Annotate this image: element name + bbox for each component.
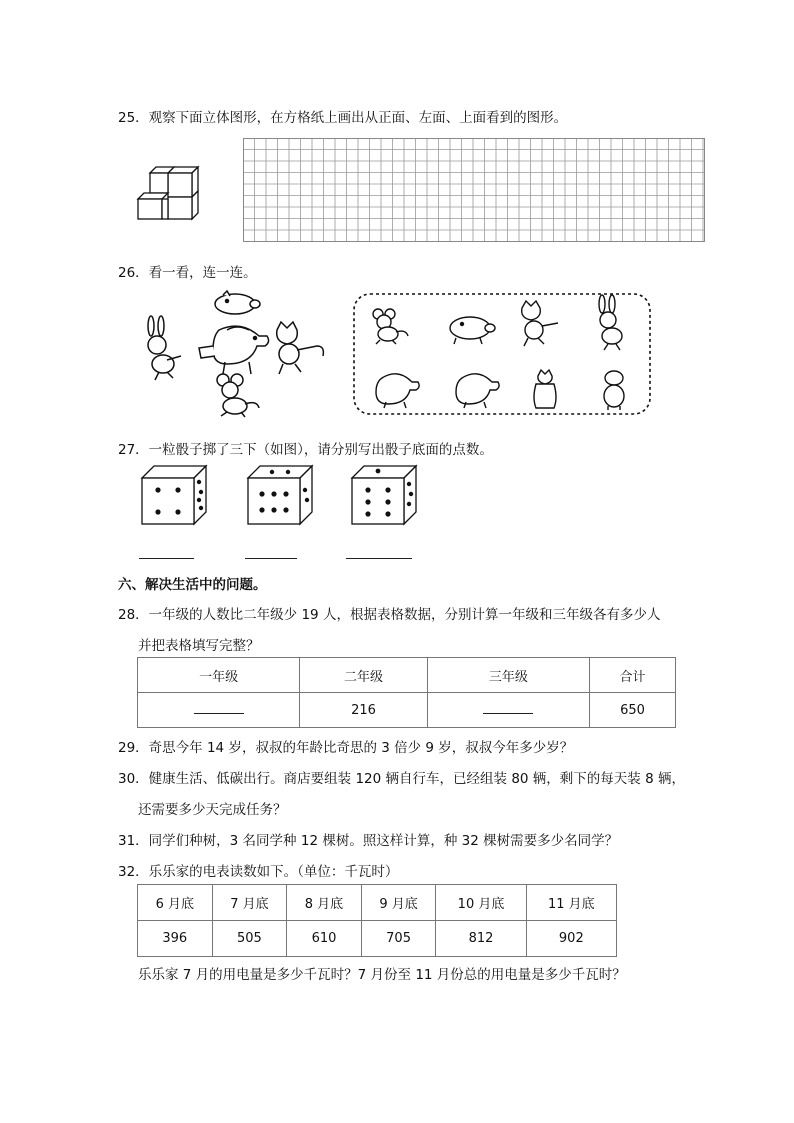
cube-stack-figure — [136, 163, 206, 221]
q28-line1: 28．一年级的人数比二年级少 19 人，根据表格数据，分别计算一年级和三年级各有多少人 — [118, 607, 661, 623]
left-animal-group — [137, 290, 337, 420]
grade-table — [137, 657, 676, 728]
meter-table-cell: 396 — [138, 921, 213, 957]
answer-blank-3[interactable] — [346, 548, 412, 559]
horse-icon — [199, 326, 269, 374]
q31-text: 31．同学们种树，3 名同学种 12 棵树。照这样计算，种 32 棵树需要多少名同学？ — [118, 833, 619, 849]
meter-table-cell: 610 — [287, 921, 362, 957]
grade-table-cell: 650 — [589, 693, 675, 728]
meter-table-cell: 812 — [436, 921, 526, 957]
right-animal-box — [352, 292, 652, 416]
mouse-icon — [217, 374, 259, 417]
meter-table-header: 10 月底 — [436, 885, 526, 921]
grid-border — [244, 139, 705, 242]
grade1-blank[interactable] — [194, 703, 244, 714]
q30-line1: 30．健康生活、低碳出行。商店要组装 120 辆自行车，已经组装 80 辆，剩下的每天装 8 辆， — [118, 771, 685, 787]
grid-lines — [243, 138, 705, 242]
grade-table-cell: 216 — [300, 693, 427, 728]
answer-blank-2[interactable] — [245, 548, 297, 559]
die-3 — [348, 462, 420, 526]
die-2 — [244, 464, 316, 526]
grade-table-header: 二年级 — [300, 658, 427, 693]
horse-front-icon — [604, 371, 624, 410]
meter-table-cell: 705 — [361, 921, 436, 957]
meter-table — [137, 884, 617, 957]
q25-text: 25．观察下面立体图形，在方格纸上画出从正面、左面、上面看到的图形。 — [118, 110, 568, 126]
grade-table-header: 合计 — [589, 658, 675, 693]
answer-blank-1[interactable] — [139, 548, 194, 559]
meter-table-header: 11 月底 — [526, 885, 616, 921]
q30-line2: 还需要多少天完成任务？ — [138, 802, 287, 818]
grid-paper[interactable] — [243, 138, 705, 242]
grade3-blank[interactable] — [483, 703, 533, 714]
meter-table-cell: 902 — [526, 921, 616, 957]
meter-table-header: 7 月底 — [212, 885, 287, 921]
die-1 — [138, 464, 210, 526]
cat-icon — [277, 322, 324, 374]
q32-question: 乐乐家 7 月的用电量是多少千瓦时？7 月份至 11 月份总的用电量是多少千瓦时？ — [138, 967, 626, 983]
q29-text: 29．奇思今年 14 岁，叔叔的年龄比奇思的 3 倍少 9 岁，叔叔今年多少岁？ — [118, 740, 574, 756]
grade-table-header: 一年级 — [138, 658, 300, 693]
grade-table-header: 三年级 — [427, 658, 589, 693]
rabbit-icon — [148, 316, 181, 380]
grade1-blank-cell[interactable] — [138, 693, 300, 728]
grade3-blank-cell[interactable] — [427, 693, 589, 728]
q26-text: 26．看一看，连一连。 — [118, 265, 257, 281]
meter-table-header: 8 月底 — [287, 885, 362, 921]
meter-table-header: 9 月底 — [361, 885, 436, 921]
q27-text: 27．一粒骰子掷了三下（如图），请分别写出骰子底面的点数。 — [118, 442, 493, 458]
meter-table-header: 6 月底 — [138, 885, 213, 921]
q32-text: 32．乐乐家的电表读数如下。（单位：千瓦时） — [118, 864, 399, 880]
meter-table-cell: 505 — [212, 921, 287, 957]
q28-line2: 并把表格填写完整？ — [138, 638, 260, 654]
section-title: 六、解决生活中的问题。 — [118, 577, 267, 593]
pig-icon — [215, 291, 260, 314]
